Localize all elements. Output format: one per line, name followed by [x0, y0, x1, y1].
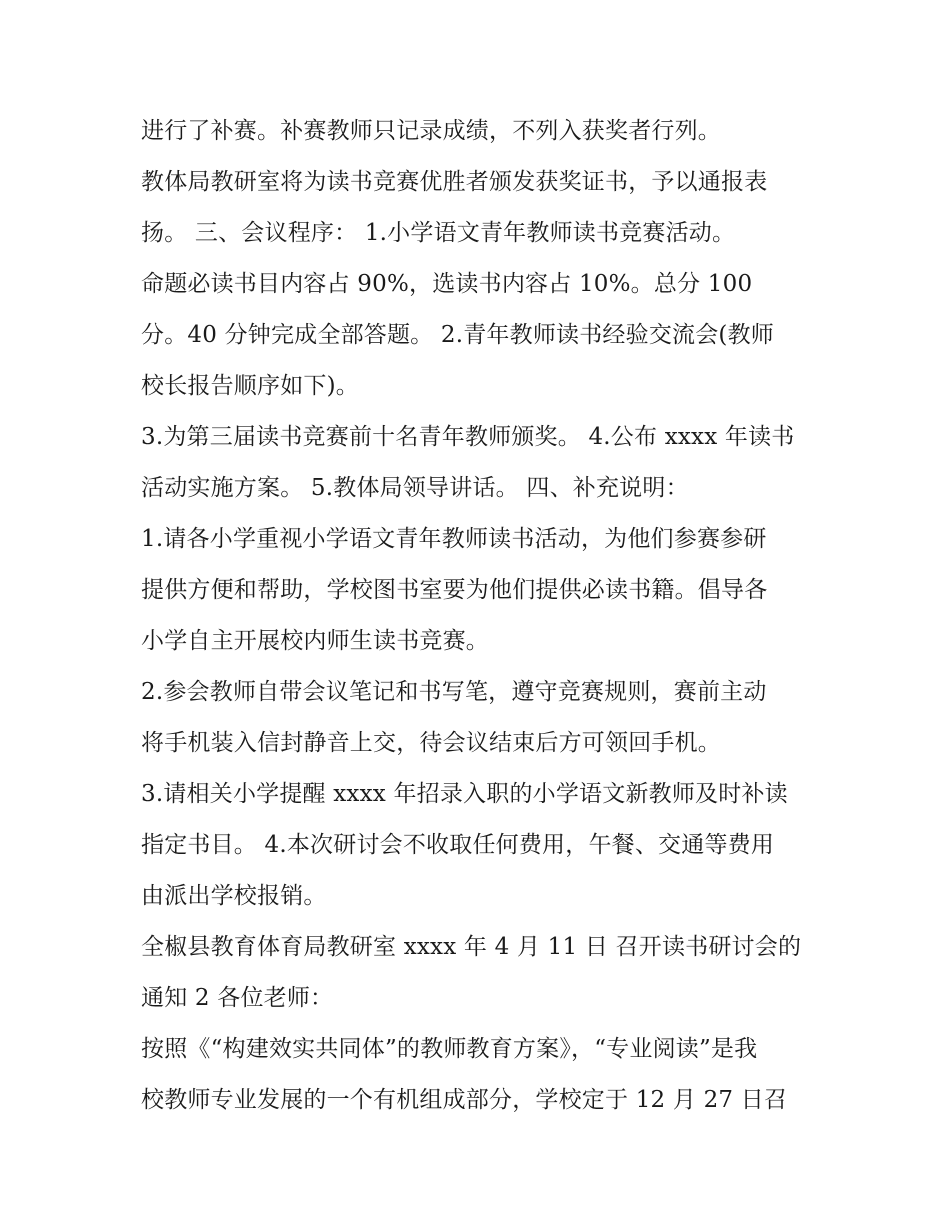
- text-line: 扬。 三、会议程序： 1.小学语文青年教师读书竞赛活动。: [141, 220, 736, 246]
- text-line: 提供方便和帮助，学校图书室要为他们提供必读书籍。倡导各: [141, 577, 768, 603]
- text-line: 全椒县教育体育局教研室 xxxx 年 4 月 11 日 召开读书研讨会的: [141, 934, 802, 960]
- text-line: 将手机装入信封静音上交，待会议结束后方可领回手机。: [141, 730, 721, 756]
- text-line: 通知 2 各位老师：: [141, 985, 334, 1011]
- text-line: 2.参会教师自带会议笔记和书写笔，遵守竞赛规则，赛前主动: [141, 679, 767, 705]
- text-line: 教体局教研室将为读书竞赛优胜者颁发获奖证书，予以通报表: [141, 169, 768, 195]
- text-line: 进行了补赛。补赛教师只记录成绩，不列入获奖者行列。: [141, 118, 721, 144]
- text-line: 3.请相关小学提醒 xxxx 年招录入职的小学语文新教师及时补读: [141, 781, 788, 807]
- text-line: 3.为第三届读书竞赛前十名青年教师颁奖。 4.公布 xxxx 年读书: [141, 424, 795, 450]
- document-body: [141, 106, 821, 1126]
- text-line: 命题必读书目内容占 90%，选读书内容占 10%。总分 100: [141, 271, 753, 297]
- text-line: 按照《“构建效实共同体”的教师教育方案》，“专业阅读”是我: [141, 1036, 758, 1062]
- text-line: 校长报告顺序如下)。: [141, 373, 359, 399]
- text-line: 活动实施方案。 5.教体局领导讲话。 四、补充说明：: [141, 475, 689, 501]
- text-line: 指定书目。 4.本次研讨会不收取任何费用，午餐、交通等费用: [141, 832, 775, 858]
- text-line: 由派出学校报销。: [141, 883, 327, 909]
- text-line: 小学自主开展校内师生读书竞赛。: [141, 628, 489, 654]
- text-line: 校教师专业发展的一个有机组成部分，学校定于 12 月 27 日召: [141, 1087, 788, 1113]
- text-line: 分。40 分钟完成全部答题。 2.青年教师读书经验交流会(教师: [141, 322, 775, 348]
- text-line: 1.请各小学重视小学语文青年教师读书活动，为他们参赛参研: [141, 526, 767, 552]
